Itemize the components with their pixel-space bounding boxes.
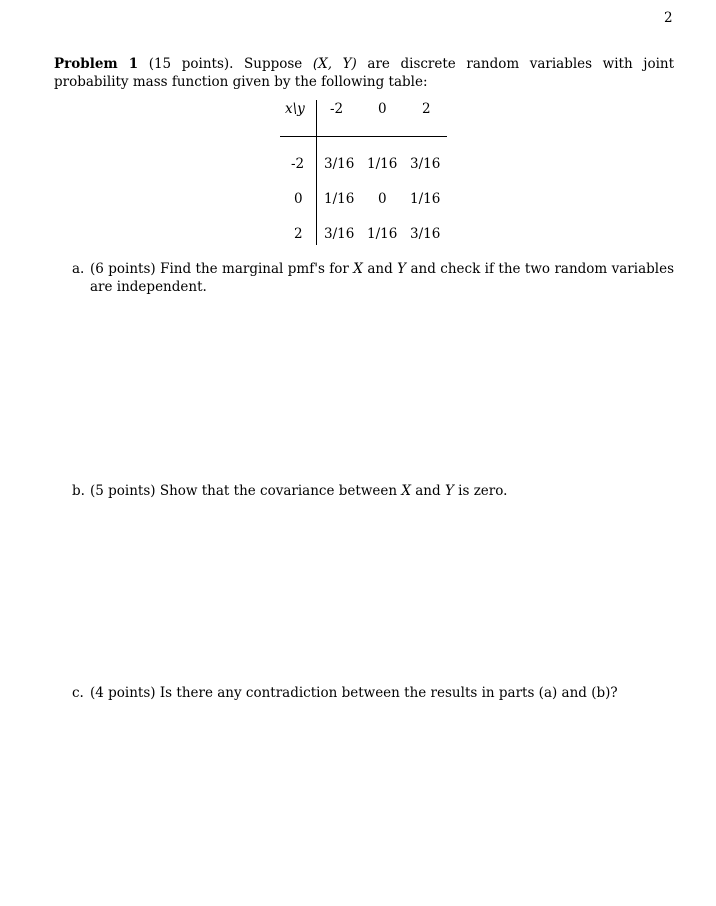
column-header: -2 xyxy=(330,101,344,117)
part-a-text: (6 points) Find the marginal pmf's for X and Y and check if the two random variables are independent. xyxy=(90,261,674,295)
problem-points: (15 points). xyxy=(148,56,234,72)
joint-pmf-table xyxy=(280,100,450,245)
part-a-label: a. xyxy=(72,261,85,277)
table-corner-label: x\y xyxy=(285,101,305,117)
row-header: 2 xyxy=(294,226,303,242)
table-cell: 1/16 xyxy=(367,226,398,242)
table-cell: 1/16 xyxy=(324,191,355,207)
table-cell: 1/16 xyxy=(367,156,398,172)
column-header: 0 xyxy=(378,101,387,117)
problem-intro-1: Suppose xyxy=(233,56,313,72)
problem-intro-2: are discrete random variables with joint probability mass function given by the following table: xyxy=(54,56,675,90)
row-header: 0 xyxy=(294,191,303,207)
table-cell: 3/16 xyxy=(324,226,355,242)
table-cell: 3/16 xyxy=(410,156,441,172)
page-number: 2 xyxy=(664,10,673,26)
part-b-label: b. xyxy=(72,483,85,499)
table-cell: 0 xyxy=(378,191,387,207)
random-variable-pair: (X, Y) xyxy=(312,56,357,72)
row-header: -2 xyxy=(291,156,305,172)
column-header: 2 xyxy=(422,101,431,117)
problem-statement xyxy=(54,55,674,91)
part-c-label: c. xyxy=(72,685,84,701)
table-horizontal-rule xyxy=(280,136,447,137)
table-cell: 3/16 xyxy=(410,226,441,242)
table-cell: 3/16 xyxy=(324,156,355,172)
problem-title: Problem 1 xyxy=(54,56,139,72)
part-c-text: (4 points) Is there any contradiction between the results in parts (a) and (b)? xyxy=(90,685,618,701)
table-cell: 1/16 xyxy=(410,191,441,207)
part-b-text: (5 points) Show that the covariance between X and Y is zero. xyxy=(90,483,508,499)
table-vertical-rule xyxy=(316,100,317,245)
